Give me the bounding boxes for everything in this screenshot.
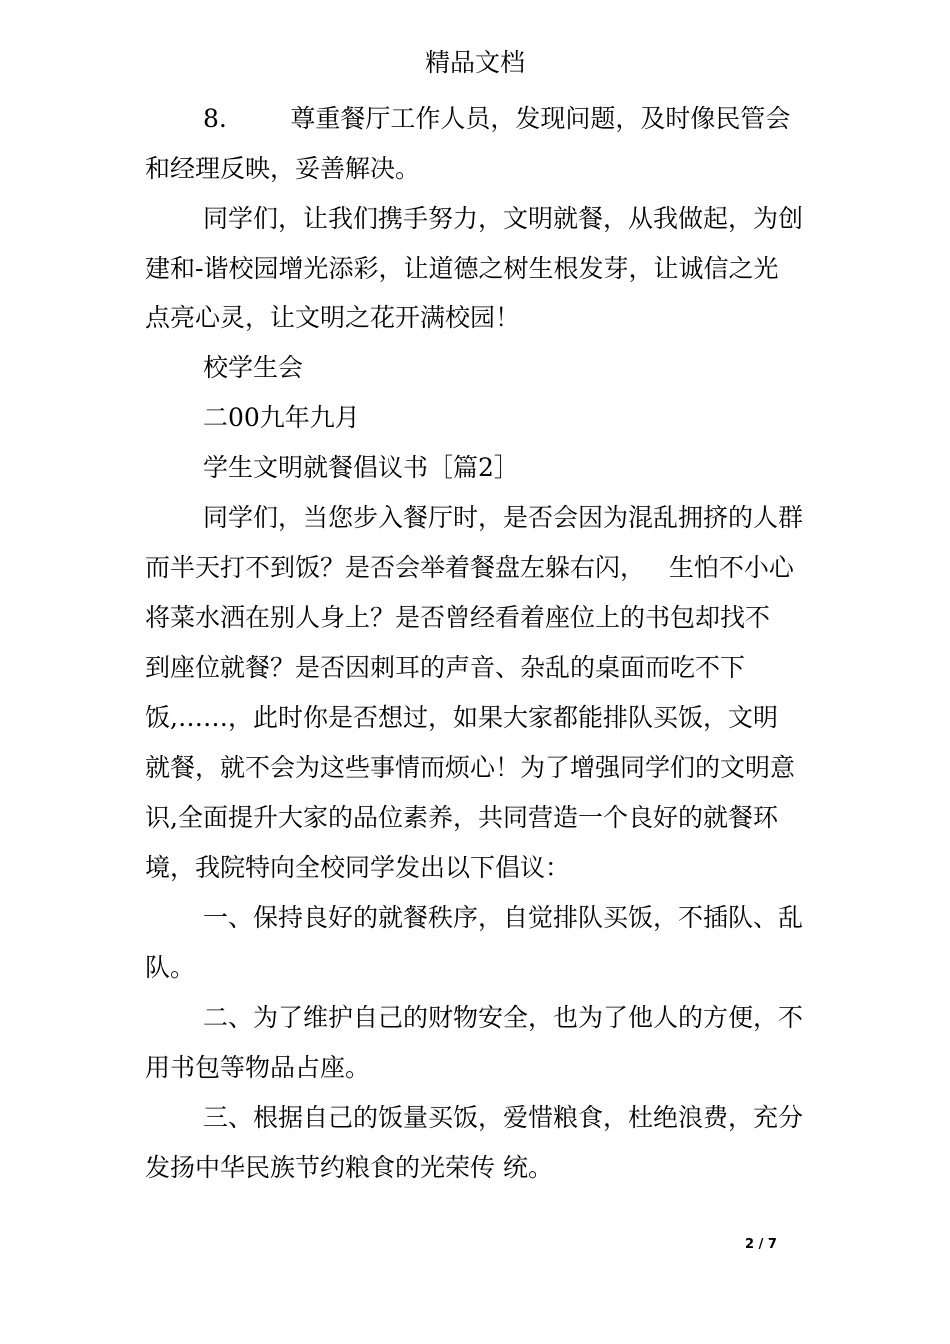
text-line-9: 同学们，当您步入餐厅时，是否会因为混乱拥挤的人群 [203,503,804,532]
proposal-item-1: 一、保持良好的就餐秩序，自觉排队买饭，不插队、乱 [203,903,804,932]
text-line-13: 饭,……，此时你是否想过，如果大家都能排队买饭，文明 [145,703,778,732]
text-line-14: 就餐，就不会为这些事情而烦心！为了增强同学们的文明意 [145,753,796,782]
text-line-10: 而半天打不到饭？是否会举着餐盘左躲右闪， 生怕不小心 [145,553,794,582]
proposal-item-1-cont: 队。 [145,953,196,982]
proposal-item-3: 三、根据自己的饭量买饭，爱惜粮食，杜绝浪费，充分 [203,1103,804,1132]
page-number: 2 / 7 [745,1237,777,1252]
text-line-2: 和经理反映，妥善解决。 [145,154,421,183]
signature-date: 二00九年九月 [203,403,360,432]
text-line-4: 建和-谐校园增光添彩，让道德之树生根发芽，让诚信之光 [145,254,779,283]
text-line-15: 识,全面提升大家的品位素养，共同营造一个良好的就餐环 [145,803,778,832]
text-line-3: 同学们，让我们携手努力，文明就餐，从我做起，为创 [203,204,804,233]
page-header-title: 精品文档 [424,48,525,77]
proposal-item-2-cont: 用书包等物品占座。 [145,1053,371,1082]
proposal-item-2: 二、为了维护自己的财物安全，也为了他人的方便，不 [203,1003,804,1032]
text-line-5: 点亮心灵，让文明之花开满校园！ [145,303,521,332]
text-line-12: 到座位就餐？是否因刺耳的声音、杂乱的桌面而吃不下 [145,653,746,682]
text-line-16: 境，我院特向全校同学发出以下倡议： [145,853,571,882]
text-line-11: 将菜水洒在别人身上？是否曾经看着座位上的书包却找不 [145,603,771,632]
section-title: 学生文明就餐倡议书［篇2］ [203,453,519,482]
proposal-item-3-cont: 发扬中华民族节约粮食的光荣传 统。 [145,1153,553,1182]
text-line-1: 8. 尊重餐厅工作人员，发现问题，及时像民管会 [203,104,791,133]
signature-org: 校学生会 [203,353,304,382]
